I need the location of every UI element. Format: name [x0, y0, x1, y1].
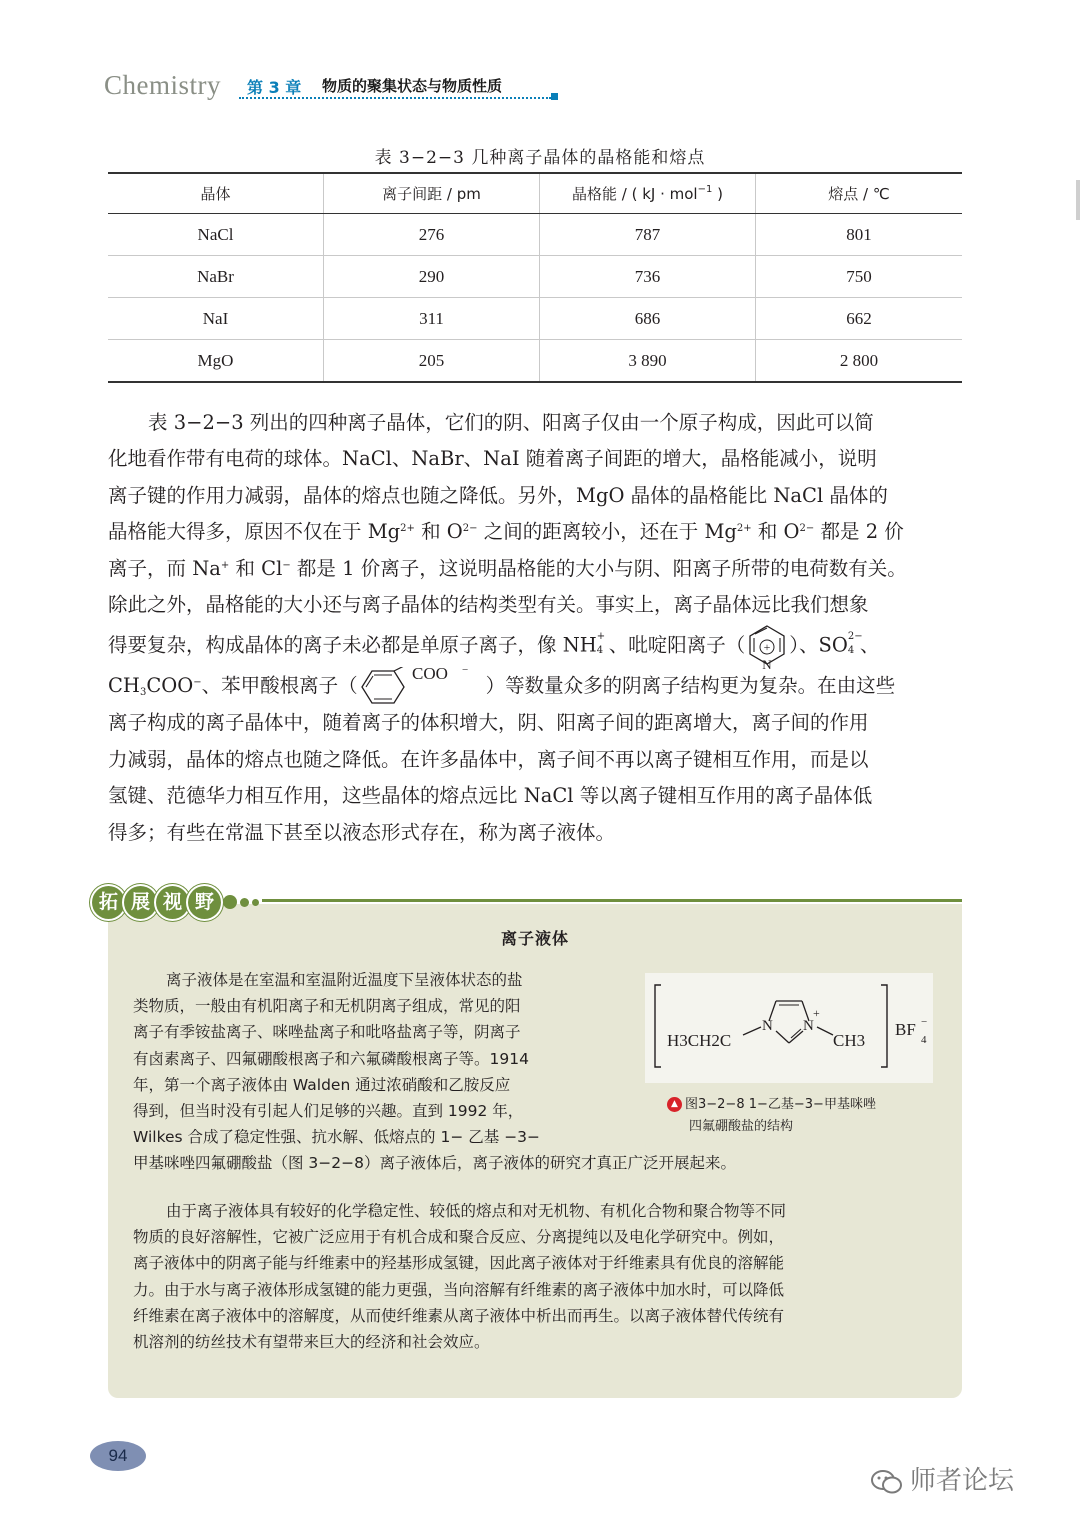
text-line: 纤维素在离子液体中的溶解度，从而使纤维素从离子液体中析出而再生。以离子液体替代传统有 — [133, 1306, 785, 1325]
text-run: 和 O — [751, 520, 800, 544]
cell-distance: 311 — [324, 298, 540, 340]
unit-exponent: −1 — [697, 184, 713, 195]
cell-melting-point: 662 — [756, 298, 963, 340]
text-run: COO — [146, 674, 194, 698]
table-header-row — [108, 173, 962, 214]
lattice-energy-table — [108, 172, 962, 383]
ionic-liquid-figure — [645, 973, 933, 1083]
text-run: 之间的距离较小，还在于 Mg — [477, 520, 737, 544]
benzoate-charge: − — [461, 666, 468, 676]
cell-lattice-energy: 787 — [540, 214, 756, 256]
text-run: ）等数量众多的阴离子结构更为复杂。在由这些 — [485, 674, 896, 698]
benzoate-group-label: COO — [411, 666, 448, 683]
paragraph-line: 离子键的作用力减弱，晶体的熔点也随之降低。另外，MgO 晶体的晶格能比 NaCl 晶体的 — [108, 483, 888, 507]
text-run: 、 — [859, 633, 880, 657]
pyridinium-structure-icon — [745, 623, 789, 669]
cell-crystal: NaCl — [108, 214, 324, 256]
banner-dot — [240, 898, 249, 907]
cell-distance: 276 — [324, 214, 540, 256]
cell-melting-point: 801 — [756, 214, 963, 256]
cell-crystal: MgO — [108, 340, 324, 383]
acetate-charge: − — [193, 677, 202, 689]
page-header — [104, 66, 564, 106]
text-line: 类物质，一般由有机阳离子和无机阴离子组成，常见的阳 — [133, 997, 521, 1016]
text-line: 有卤素离子、四氟硼酸根离子和六氟磷酸根离子等。1914 — [133, 1049, 529, 1068]
text-run: 都是 1 价离子，这说明晶格能的大小与阴、阳离子所带的电荷数有关。 — [290, 556, 907, 580]
caption-line-1 — [667, 1094, 876, 1116]
page-edge-tab — [1076, 180, 1080, 220]
charge-mg: 2+ — [736, 523, 752, 535]
text-line: 由于离子液体具有较好的化学稳定性、较低的熔点和对无机物、有机化合物和聚合物等不同 — [166, 1202, 787, 1220]
nitrogen-3: N — [803, 1018, 814, 1034]
paragraph-line: 离子构成的离子晶体中，随着离子的体积增大，阴、阳离子间的距离增大，离子间的作用 — [108, 711, 869, 735]
banner-dot — [252, 899, 259, 906]
charge-na: + — [220, 559, 230, 571]
banner-dot — [223, 895, 237, 909]
text-line: 甲基咪唑四氟硼酸盐（图 3−2−8）离子液体后，离子液体的研究才真正广泛开展起来。 — [133, 1154, 736, 1173]
cell-lattice-energy: 3 890 — [540, 340, 756, 383]
banner-char: 野 — [188, 886, 221, 919]
banner-char: 拓 — [92, 886, 125, 919]
pyridinium-plus: + — [763, 640, 771, 655]
text-line: 力。由于水与离子液体形成氢键的能力更强，当向溶解有纤维素的离子液体中加水时，可以降低 — [133, 1280, 785, 1299]
anion-subscript: 4 — [921, 1034, 927, 1046]
paragraph-line: 得多；有些在常温下甚至以液态形式存在，称为离子液体。 — [108, 820, 616, 844]
text-line: 机溶剂的纺丝技术有望带来巨大的经济和社会效应。 — [133, 1333, 490, 1352]
col-header-melting-point: 熔点 / ℃ — [756, 173, 963, 214]
text-run: CH — [108, 674, 140, 698]
text-run: 和 O — [414, 520, 463, 544]
table-caption: 表 3−2−3 几种离子晶体的晶格能和熔点 — [374, 148, 706, 168]
sulfate-charge: 2− 4 — [847, 630, 863, 656]
cell-distance: 290 — [324, 256, 540, 298]
text-run: 得要复杂，构成晶体的离子未必都是单原子离子，像 NH — [108, 633, 597, 657]
watermark-text: 师者论坛 — [910, 1466, 1015, 1496]
header-dotted-rule — [239, 97, 551, 99]
paragraph-line: 除此之外，晶格能的大小还与离子晶体的结构类型有关。事实上，离子晶体远比我们想象 — [108, 592, 869, 616]
extension-banner — [92, 886, 267, 920]
caption-line-2: 四氟硼酸盐的结构 — [689, 1119, 794, 1134]
banner-char: 视 — [156, 886, 189, 919]
paragraph-line — [108, 664, 964, 705]
text-run: 和 Cl — [229, 556, 283, 580]
table-row — [108, 256, 962, 298]
chapter-label: 第 3 章 — [247, 78, 302, 97]
caption-text: 图3−2−8 1−乙基−3−甲基咪唑 — [685, 1097, 876, 1112]
page-number: 94 — [90, 1441, 146, 1471]
ethyl-group: H3CH2C — [667, 1031, 732, 1050]
emim-bf4-structure-icon — [645, 973, 933, 1083]
anion-label: BF — [895, 1020, 916, 1039]
extension-title: 离子液体 — [500, 929, 569, 948]
col-header-distance: 离子间距 / pm — [324, 173, 540, 214]
paragraph-line: 力减弱，晶体的熔点也随之降低。在许多晶体中，离子间不再以离子键相互作用，而是以 — [108, 747, 869, 771]
chapter-title: 物质的聚集状态与物质性质 — [322, 77, 503, 95]
text-run: 晶格能大得多，原因不仅在于 Mg — [108, 520, 401, 544]
paragraph-line: 氢键、范德华力相互作用，这些晶体的熔点远比 NaCl 等以离子键相互作用的离子晶体低 — [108, 784, 873, 808]
cell-crystal: NaI — [108, 298, 324, 340]
text-line: 年，第一个离子液体由 Walden 通过浓硝酸和乙胺反应 — [133, 1075, 511, 1094]
text-line: 离子液体是在室温和室温附近温度下呈液体状态的盐 — [166, 971, 523, 989]
table-row — [108, 298, 962, 340]
extension-paragraph-2 — [133, 1198, 786, 1355]
unit-close-paren: ) — [712, 185, 723, 203]
cation-charge: + — [813, 1006, 820, 1020]
cell-distance: 205 — [324, 340, 540, 383]
paragraph-line — [108, 514, 964, 550]
text-line: 得到，但当时没有引起人们足够的兴趣。直到 1992 年， — [133, 1102, 524, 1121]
banner-char: 展 — [124, 886, 157, 919]
cell-melting-point: 2 800 — [756, 340, 963, 383]
watermark — [870, 1460, 1014, 1497]
charge-o: 2− — [799, 523, 815, 535]
cell-lattice-energy: 736 — [540, 256, 756, 298]
cell-melting-point: 750 — [756, 256, 963, 298]
col-header-lattice-energy — [540, 173, 756, 214]
anion-charge: − — [921, 1016, 928, 1028]
text-run: 都是 2 价 — [814, 520, 904, 544]
cell-lattice-energy: 686 — [540, 298, 756, 340]
col-header-crystal: 晶体 — [108, 173, 324, 214]
paragraph-line — [108, 551, 964, 587]
lattice-energy-unit: 晶格能 / ( kJ · mol — [572, 185, 698, 203]
ammonium-charge: + 4 — [596, 630, 606, 656]
paragraph-line: 化地看作带有电荷的球体。NaCl、NaBr、NaI 随着离子间距的增大，晶格能减小，说明 — [108, 447, 877, 471]
methyl-subscript: 3 — [139, 687, 147, 699]
text-run: ）、SO — [789, 633, 848, 657]
text-line: 离子液体中的阴离子能与纤维素中的羟基形成氢键，因此离子液体对于纤维素具有优良的溶解能 — [133, 1254, 785, 1273]
methyl-group: CH3 — [833, 1031, 866, 1050]
benzoate-structure-icon — [358, 667, 486, 707]
charge-mg: 2+ — [400, 523, 415, 535]
charge-o: 2− — [462, 523, 478, 535]
text-line: 物质的良好溶解性，它被广泛应用于有机合成和聚合反应、分离提纯以及电化学研究中。例如， — [133, 1228, 785, 1247]
cell-crystal: NaBr — [108, 256, 324, 298]
paragraph-line — [108, 623, 964, 670]
caption-marker-icon: ▲ — [667, 1097, 682, 1112]
figure-caption — [667, 1094, 876, 1138]
pyridinium-nitrogen: N — [762, 657, 772, 670]
nitrogen-1: N — [762, 1018, 773, 1034]
charge-cl: − — [282, 559, 291, 571]
text-line: 离子有季铵盐离子、咪唑盐离子和吡咯盐离子等，阴离子 — [133, 1023, 521, 1042]
text-run: 、吡啶阳离子（ — [608, 633, 746, 657]
body-paragraph — [108, 405, 964, 851]
table-row — [108, 214, 962, 256]
paragraph-line: 表 3−2−3 列出的四种离子晶体，它们的阴、阳离子仅由一个原子构成，因此可以简 — [148, 411, 874, 434]
header-square-marker — [551, 93, 558, 100]
extension-rule — [262, 899, 962, 902]
text-line: Wilkes 合成了稳定性强、抗水解、低熔点的 1− 乙基 −3− — [133, 1128, 541, 1147]
wechat-icon — [870, 1468, 904, 1496]
table-row — [108, 340, 962, 383]
brand-label: Chemistry — [104, 70, 221, 100]
text-run: 离子，而 Na — [108, 556, 221, 580]
text-run: 、苯甲酸根离子（ — [201, 674, 358, 698]
